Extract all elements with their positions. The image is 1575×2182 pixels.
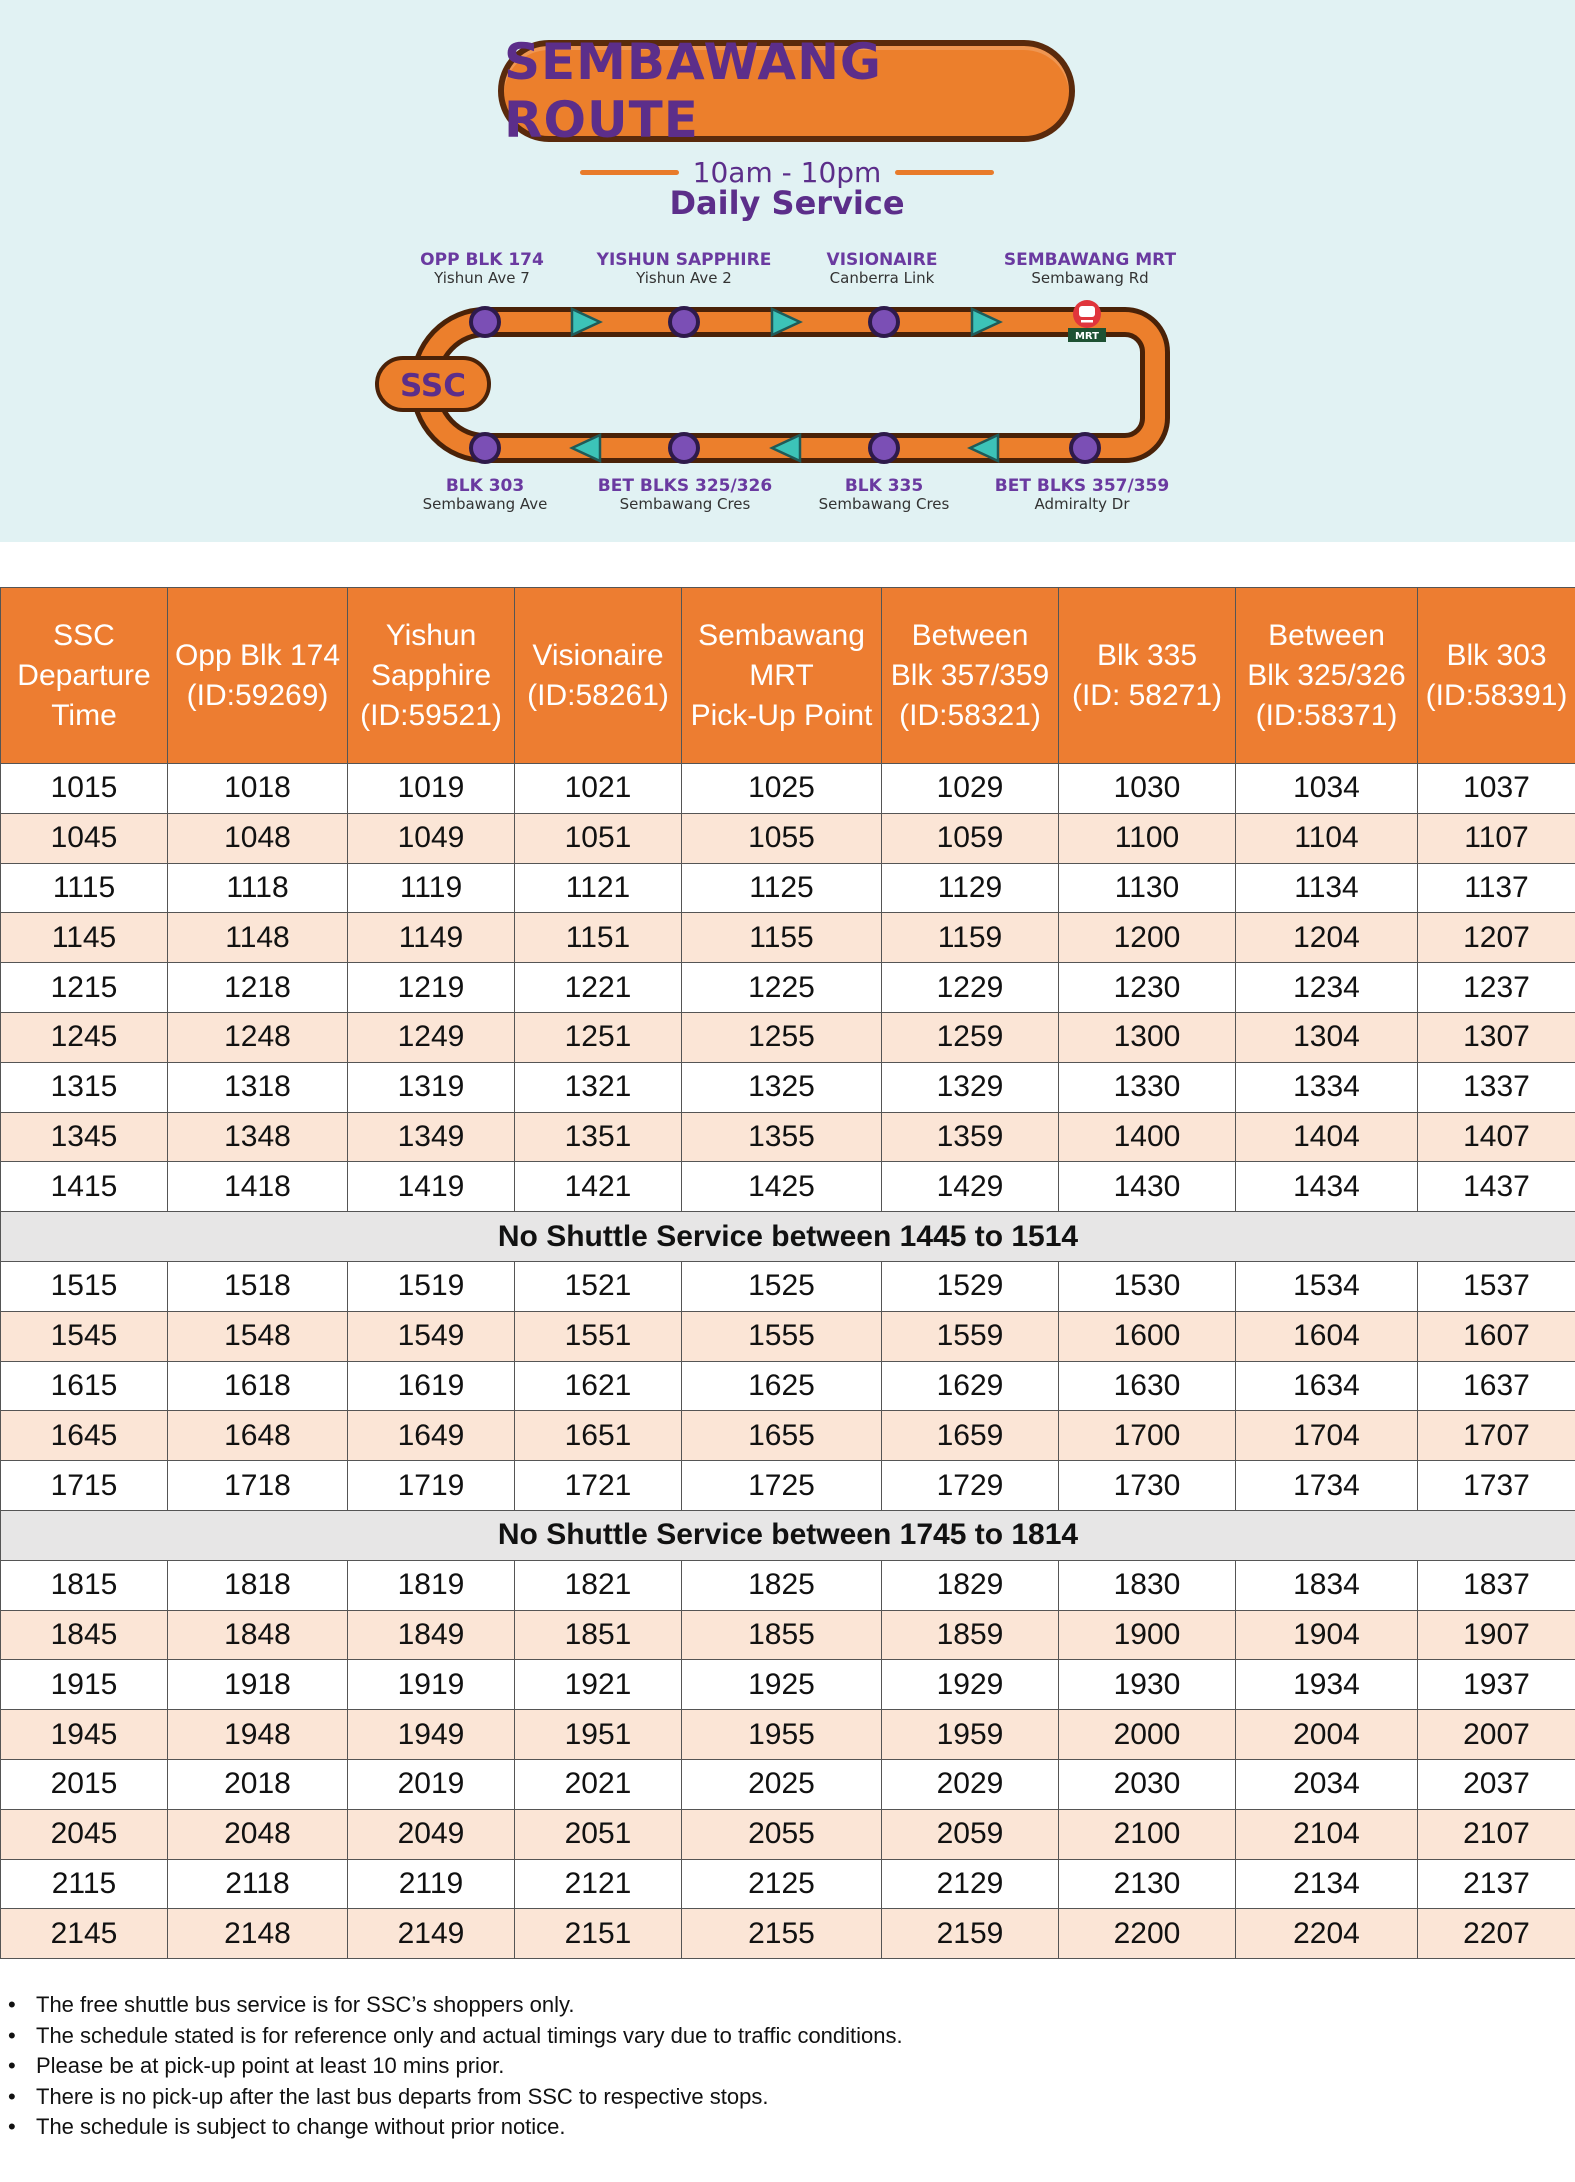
time-cell: 2121 xyxy=(515,1859,682,1909)
column-header: Blk 335 (ID: 58271) xyxy=(1059,588,1236,764)
no-service-notice: No Shuttle Service between 1745 to 1814 xyxy=(1,1510,1575,1560)
time-cell: 1434 xyxy=(1236,1162,1418,1212)
table-row xyxy=(1,1809,1575,1859)
time-cell: 2119 xyxy=(348,1859,515,1909)
time-cell: 2155 xyxy=(682,1909,882,1959)
time-cell: 1104 xyxy=(1236,813,1418,863)
time-cell: 1100 xyxy=(1059,813,1236,863)
time-cell: 2149 xyxy=(348,1909,515,1959)
time-cell: 1251 xyxy=(515,1012,682,1062)
time-cell: 1834 xyxy=(1236,1560,1418,1610)
time-cell: 1948 xyxy=(168,1710,348,1760)
time-cell: 2055 xyxy=(682,1809,882,1859)
time-cell: 1851 xyxy=(515,1610,682,1660)
time-cell: 1219 xyxy=(348,963,515,1013)
time-cell: 2100 xyxy=(1059,1809,1236,1859)
time-cell: 1115 xyxy=(1,863,168,913)
time-cell: 2107 xyxy=(1418,1809,1575,1859)
time-cell: 1630 xyxy=(1059,1361,1236,1411)
time-cell: 1734 xyxy=(1236,1461,1418,1511)
time-cell: 2200 xyxy=(1059,1909,1236,1959)
time-cell: 1651 xyxy=(515,1411,682,1461)
time-cell: 1418 xyxy=(168,1162,348,1212)
table-row xyxy=(1,1361,1575,1411)
ssc-hub-label: SSC xyxy=(399,368,467,404)
time-cell: 2045 xyxy=(1,1809,168,1859)
time-cell: 1607 xyxy=(1418,1311,1575,1361)
time-cell: 1655 xyxy=(682,1411,882,1461)
time-cell: 1125 xyxy=(682,863,882,913)
time-cell: 2030 xyxy=(1059,1759,1236,1809)
time-cell: 2129 xyxy=(882,1859,1059,1909)
time-cell: 1148 xyxy=(168,913,348,963)
time-cell: 1945 xyxy=(1,1710,168,1760)
time-cell: 1315 xyxy=(1,1062,168,1112)
stop-label-visionaire: VISIONAIRE Canberra Link xyxy=(826,250,938,287)
time-cell: 1645 xyxy=(1,1411,168,1461)
time-cell: 2204 xyxy=(1236,1909,1418,1959)
time-cell: 2115 xyxy=(1,1859,168,1909)
time-cell: 1248 xyxy=(168,1012,348,1062)
time-cell: 1521 xyxy=(515,1261,682,1311)
time-cell: 1951 xyxy=(515,1710,682,1760)
time-cell: 1018 xyxy=(168,764,348,814)
time-cell: 1430 xyxy=(1059,1162,1236,1212)
time-cell: 1549 xyxy=(348,1311,515,1361)
time-cell: 1925 xyxy=(682,1660,882,1710)
column-header: Between Blk 325/326 (ID:58371) xyxy=(1236,588,1418,764)
time-cell: 1959 xyxy=(882,1710,1059,1760)
time-cell: 1245 xyxy=(1,1012,168,1062)
time-cell: 1900 xyxy=(1059,1610,1236,1660)
time-cell: 1537 xyxy=(1418,1261,1575,1311)
time-cell: 1048 xyxy=(168,813,348,863)
table-row xyxy=(1,1759,1575,1809)
table-row xyxy=(1,764,1575,814)
time-cell: 1348 xyxy=(168,1112,348,1162)
time-cell: 1119 xyxy=(348,863,515,913)
time-cell: 1529 xyxy=(882,1261,1059,1311)
time-cell: 1929 xyxy=(882,1660,1059,1710)
time-cell: 2021 xyxy=(515,1759,682,1809)
time-cell: 1051 xyxy=(515,813,682,863)
time-cell: 2207 xyxy=(1418,1909,1575,1959)
time-cell: 1907 xyxy=(1418,1610,1575,1660)
route-header xyxy=(0,0,1575,542)
time-cell: 1015 xyxy=(1,764,168,814)
time-cell: 1021 xyxy=(515,764,682,814)
table-row xyxy=(1,1062,1575,1112)
time-cell: 1830 xyxy=(1059,1560,1236,1610)
time-cell: 1515 xyxy=(1,1261,168,1311)
time-cell: 2004 xyxy=(1236,1710,1418,1760)
mrt-badge-label: MRT xyxy=(1074,331,1100,342)
note-item: • The free shuttle bus service is for SSC’s shoppers only. xyxy=(8,1990,1548,2021)
table-row xyxy=(1,1012,1575,1062)
time-cell: 1949 xyxy=(348,1710,515,1760)
table-row xyxy=(1,1411,1575,1461)
time-cell: 1330 xyxy=(1059,1062,1236,1112)
time-cell: 1249 xyxy=(348,1012,515,1062)
time-cell: 1534 xyxy=(1236,1261,1418,1311)
stop-marker xyxy=(471,308,499,336)
column-header: Opp Blk 174 (ID:59269) xyxy=(168,588,348,764)
time-cell: 1059 xyxy=(882,813,1059,863)
time-cell: 1725 xyxy=(682,1461,882,1511)
time-cell: 1604 xyxy=(1236,1311,1418,1361)
time-cell: 1319 xyxy=(348,1062,515,1112)
time-cell: 1648 xyxy=(168,1411,348,1461)
time-cell: 1118 xyxy=(168,863,348,913)
route-title: SEMBAWANG ROUTE xyxy=(504,33,882,149)
time-cell: 1915 xyxy=(1,1660,168,1710)
time-cell: 1937 xyxy=(1418,1660,1575,1710)
stop-marker xyxy=(670,434,698,462)
stop-label-yishun-sapphire: YISHUN SAPPHIRE Yishun Ave 2 xyxy=(596,250,772,287)
stop-label-blk-303: BLK 303 Sembawang Ave xyxy=(422,476,548,513)
time-cell: 1151 xyxy=(515,913,682,963)
time-cell: 1019 xyxy=(348,764,515,814)
time-cell: 2125 xyxy=(682,1859,882,1909)
time-cell: 1700 xyxy=(1059,1411,1236,1461)
time-cell: 1200 xyxy=(1059,913,1236,963)
stop-label-bet-blks-357-359: BET BLKS 357/359 Admiralty Dr xyxy=(994,476,1170,513)
time-cell: 1404 xyxy=(1236,1112,1418,1162)
service-notes xyxy=(8,1990,1548,2143)
time-cell: 1545 xyxy=(1,1311,168,1361)
time-cell: 1719 xyxy=(348,1461,515,1511)
time-cell: 1049 xyxy=(348,813,515,863)
time-cell: 2148 xyxy=(168,1909,348,1959)
time-cell: 1637 xyxy=(1418,1361,1575,1411)
time-cell: 2145 xyxy=(1,1909,168,1959)
time-cell: 1055 xyxy=(682,813,882,863)
time-cell: 2029 xyxy=(882,1759,1059,1809)
time-cell: 1615 xyxy=(1,1361,168,1411)
time-cell: 1421 xyxy=(515,1162,682,1212)
time-cell: 1130 xyxy=(1059,863,1236,913)
time-cell: 1037 xyxy=(1418,764,1575,814)
time-cell: 1359 xyxy=(882,1112,1059,1162)
time-cell: 1818 xyxy=(168,1560,348,1610)
time-cell: 1737 xyxy=(1418,1461,1575,1511)
time-cell: 1407 xyxy=(1418,1112,1575,1162)
table-row xyxy=(1,1909,1575,1959)
time-cell: 1134 xyxy=(1236,863,1418,913)
time-cell: 1437 xyxy=(1418,1162,1575,1212)
no-service-notice-row xyxy=(1,1212,1575,1262)
time-cell: 2118 xyxy=(168,1859,348,1909)
time-cell: 1129 xyxy=(882,863,1059,913)
table-row xyxy=(1,1859,1575,1909)
time-cell: 1849 xyxy=(348,1610,515,1660)
time-cell: 2151 xyxy=(515,1909,682,1959)
time-cell: 1155 xyxy=(682,913,882,963)
stop-marker xyxy=(870,308,898,336)
time-cell: 1149 xyxy=(348,913,515,963)
time-cell: 1221 xyxy=(515,963,682,1013)
column-header: Sembawang MRT Pick-Up Point xyxy=(682,588,882,764)
time-cell: 2130 xyxy=(1059,1859,1236,1909)
time-cell: 1829 xyxy=(882,1560,1059,1610)
time-cell: 1029 xyxy=(882,764,1059,814)
time-cell: 1329 xyxy=(882,1062,1059,1112)
time-cell: 1159 xyxy=(882,913,1059,963)
time-cell: 2137 xyxy=(1418,1859,1575,1909)
time-cell: 1321 xyxy=(515,1062,682,1112)
time-cell: 2019 xyxy=(348,1759,515,1809)
note-item: • The schedule is subject to change without prior notice. xyxy=(8,2112,1548,2143)
time-cell: 1729 xyxy=(882,1461,1059,1511)
time-cell: 1859 xyxy=(882,1610,1059,1660)
time-cell: 1621 xyxy=(515,1361,682,1411)
table-row xyxy=(1,813,1575,863)
time-cell: 1355 xyxy=(682,1112,882,1162)
time-cell: 1815 xyxy=(1,1560,168,1610)
time-cell: 1107 xyxy=(1418,813,1575,863)
time-cell: 1121 xyxy=(515,863,682,913)
time-cell: 1351 xyxy=(515,1112,682,1162)
time-cell: 1559 xyxy=(882,1311,1059,1361)
time-cell: 1255 xyxy=(682,1012,882,1062)
time-cell: 1419 xyxy=(348,1162,515,1212)
table-row xyxy=(1,1261,1575,1311)
time-cell: 1634 xyxy=(1236,1361,1418,1411)
time-cell: 1919 xyxy=(348,1660,515,1710)
time-cell: 1715 xyxy=(1,1461,168,1511)
time-cell: 1137 xyxy=(1418,863,1575,913)
time-cell: 1045 xyxy=(1,813,168,863)
time-cell: 1345 xyxy=(1,1112,168,1162)
table-row xyxy=(1,1660,1575,1710)
time-cell: 1551 xyxy=(515,1311,682,1361)
table-row xyxy=(1,913,1575,963)
time-cell: 1225 xyxy=(682,963,882,1013)
table-row xyxy=(1,1311,1575,1361)
table-row xyxy=(1,1610,1575,1660)
time-cell: 1955 xyxy=(682,1710,882,1760)
time-cell: 1934 xyxy=(1236,1660,1418,1710)
time-cell: 1555 xyxy=(682,1311,882,1361)
time-cell: 1821 xyxy=(515,1560,682,1610)
table-row xyxy=(1,1112,1575,1162)
table-row xyxy=(1,1461,1575,1511)
time-cell: 1234 xyxy=(1236,963,1418,1013)
time-cell: 2037 xyxy=(1418,1759,1575,1809)
time-cell: 1625 xyxy=(682,1361,882,1411)
time-cell: 1904 xyxy=(1236,1610,1418,1660)
time-cell: 1030 xyxy=(1059,764,1236,814)
time-cell: 1618 xyxy=(168,1361,348,1411)
time-cell: 1619 xyxy=(348,1361,515,1411)
time-cell: 1918 xyxy=(168,1660,348,1710)
no-service-notice: No Shuttle Service between 1445 to 1514 xyxy=(1,1212,1575,1262)
no-service-notice-row xyxy=(1,1510,1575,1560)
time-cell: 2000 xyxy=(1059,1710,1236,1760)
stop-label-bet-blks-325-326: BET BLKS 325/326 Sembawang Cres xyxy=(597,476,773,513)
table-row xyxy=(1,1162,1575,1212)
service-hours: 10am - 10pm xyxy=(692,155,882,189)
time-cell: 1600 xyxy=(1059,1311,1236,1361)
time-cell: 2104 xyxy=(1236,1809,1418,1859)
note-item: • The schedule stated is for reference only and actual timings vary due to traffic conditions. xyxy=(8,2021,1548,2052)
time-cell: 1325 xyxy=(682,1062,882,1112)
time-cell: 1730 xyxy=(1059,1461,1236,1511)
column-header: Visionaire (ID:58261) xyxy=(515,588,682,764)
stop-marker xyxy=(471,434,499,462)
time-cell: 1259 xyxy=(882,1012,1059,1062)
time-cell: 2159 xyxy=(882,1909,1059,1959)
time-cell: 1307 xyxy=(1418,1012,1575,1062)
stop-label-sembawang-mrt: SEMBAWANG MRT Sembawang Rd xyxy=(1003,250,1177,287)
timetable-body xyxy=(1,764,1575,1959)
time-cell: 1707 xyxy=(1418,1411,1575,1461)
time-cell: 1230 xyxy=(1059,963,1236,1013)
time-cell: 2015 xyxy=(1,1759,168,1809)
timetable-header-row xyxy=(1,588,1575,764)
note-item: • There is no pick-up after the last bus departs from SSC to respective stops. xyxy=(8,2082,1548,2113)
time-cell: 1429 xyxy=(882,1162,1059,1212)
time-cell: 2048 xyxy=(168,1809,348,1859)
column-header: Yishun Sapphire (ID:59521) xyxy=(348,588,515,764)
time-cell: 1819 xyxy=(348,1560,515,1610)
time-cell: 1530 xyxy=(1059,1261,1236,1311)
time-cell: 1848 xyxy=(168,1610,348,1660)
column-header: Between Blk 357/359 (ID:58321) xyxy=(882,588,1059,764)
table-row xyxy=(1,963,1575,1013)
time-cell: 1349 xyxy=(348,1112,515,1162)
shuttle-timetable xyxy=(0,587,1575,1959)
time-cell: 1204 xyxy=(1236,913,1418,963)
time-cell: 1548 xyxy=(168,1311,348,1361)
time-cell: 1845 xyxy=(1,1610,168,1660)
time-cell: 1659 xyxy=(882,1411,1059,1461)
time-cell: 1300 xyxy=(1059,1012,1236,1062)
stop-marker xyxy=(670,308,698,336)
table-row xyxy=(1,863,1575,913)
time-cell: 2007 xyxy=(1418,1710,1575,1760)
time-cell: 1034 xyxy=(1236,764,1418,814)
time-cell: 1825 xyxy=(682,1560,882,1610)
time-cell: 1207 xyxy=(1418,913,1575,963)
route-loop-outline xyxy=(425,322,1155,448)
column-header: Blk 303 (ID:58391) xyxy=(1418,588,1575,764)
time-cell: 1415 xyxy=(1,1162,168,1212)
service-frequency: Daily Service xyxy=(669,184,905,222)
time-cell: 1318 xyxy=(168,1062,348,1112)
time-cell: 1837 xyxy=(1418,1560,1575,1610)
time-cell: 1425 xyxy=(682,1162,882,1212)
time-cell: 2134 xyxy=(1236,1859,1418,1909)
time-cell: 1337 xyxy=(1418,1062,1575,1112)
time-cell: 1921 xyxy=(515,1660,682,1710)
time-cell: 1237 xyxy=(1418,963,1575,1013)
stop-marker xyxy=(1071,434,1099,462)
time-cell: 1629 xyxy=(882,1361,1059,1411)
time-cell: 1304 xyxy=(1236,1012,1418,1062)
time-cell: 2034 xyxy=(1236,1759,1418,1809)
time-cell: 1334 xyxy=(1236,1062,1418,1112)
table-row xyxy=(1,1560,1575,1610)
table-row xyxy=(1,1710,1575,1760)
time-cell: 1855 xyxy=(682,1610,882,1660)
time-cell: 1718 xyxy=(168,1461,348,1511)
time-cell: 2051 xyxy=(515,1809,682,1859)
time-cell: 1519 xyxy=(348,1261,515,1311)
route-loop-track xyxy=(425,322,1155,448)
time-cell: 1721 xyxy=(515,1461,682,1511)
time-cell: 1704 xyxy=(1236,1411,1418,1461)
time-cell: 1518 xyxy=(168,1261,348,1311)
time-cell: 1649 xyxy=(348,1411,515,1461)
stop-label-opp-blk-174: OPP BLK 174 Yishun Ave 7 xyxy=(420,250,544,287)
time-cell: 1145 xyxy=(1,913,168,963)
time-cell: 1218 xyxy=(168,963,348,1013)
time-cell: 2049 xyxy=(348,1809,515,1859)
time-cell: 1025 xyxy=(682,764,882,814)
time-cell: 1930 xyxy=(1059,1660,1236,1710)
time-cell: 1215 xyxy=(1,963,168,1013)
note-item: • Please be at pick-up point at least 10 mins prior. xyxy=(8,2051,1548,2082)
time-cell: 2025 xyxy=(682,1759,882,1809)
stop-marker xyxy=(870,434,898,462)
time-cell: 2018 xyxy=(168,1759,348,1809)
stop-label-blk-335: BLK 335 Sembawang Cres xyxy=(818,476,950,513)
time-cell: 2059 xyxy=(882,1809,1059,1859)
column-header: SSC Departure Time xyxy=(1,588,168,764)
time-cell: 1525 xyxy=(682,1261,882,1311)
time-cell: 1229 xyxy=(882,963,1059,1013)
time-cell: 1400 xyxy=(1059,1112,1236,1162)
